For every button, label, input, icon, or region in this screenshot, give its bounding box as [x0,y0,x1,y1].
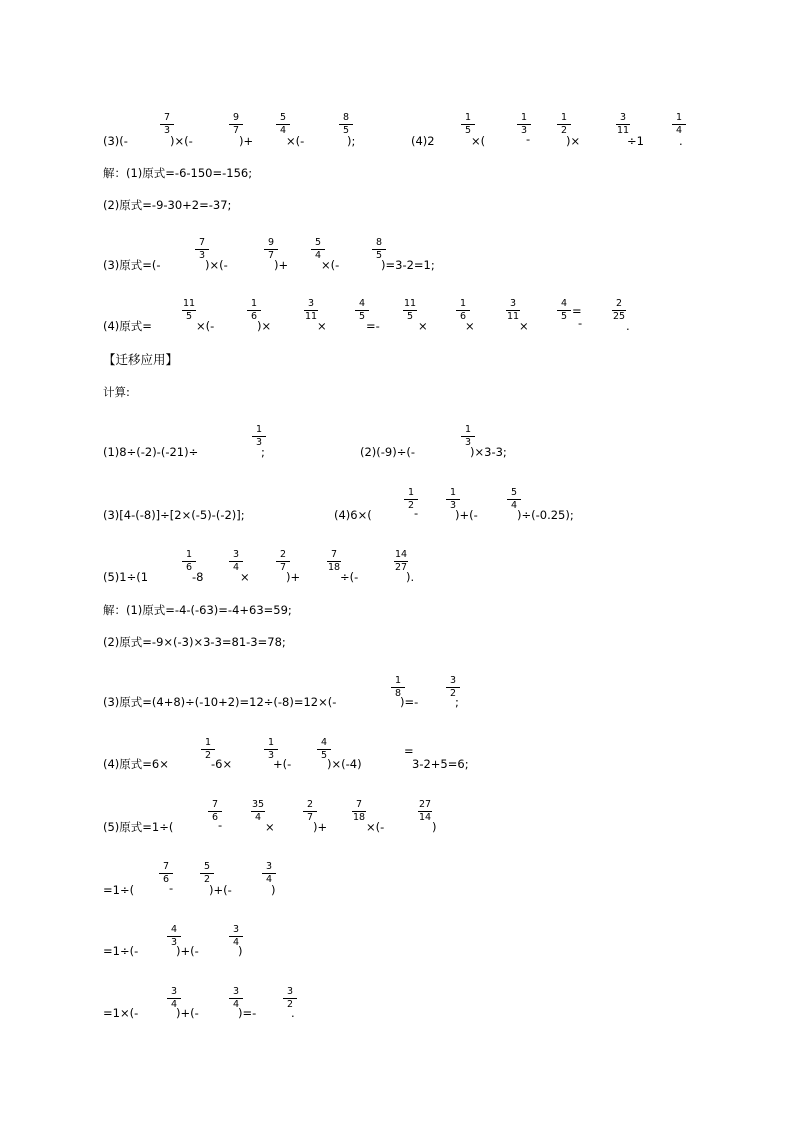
text: - [414,506,419,520]
text: )+ [239,134,254,148]
text: )=- [238,1006,257,1020]
text: × [317,319,327,333]
fraction [339,113,353,135]
fraction [311,238,325,260]
text: ÷(- [340,570,359,584]
answer-2: (2)原式=-9×(-3)×3-3=81-3=78; [103,635,286,649]
den: 2 [560,124,568,136]
fraction [251,800,265,822]
text: ×(- [366,820,385,834]
num: 5 [276,113,290,125]
text: )+(- [176,944,199,958]
text: =1÷( [103,883,135,897]
den: 4 [265,873,273,885]
text: ) [432,820,437,834]
text: )+ [274,258,289,272]
den: 7 [306,811,314,823]
den: 4 [254,811,262,823]
text: )× [566,134,581,148]
den: 18 [352,811,366,823]
text: ; [261,445,265,459]
num: 7 [352,800,366,812]
den: 14 [418,811,432,823]
num: 14 [394,549,408,560]
text: (3)(- [103,134,128,148]
text: )=3-2=1; [381,258,435,272]
answer-1: 解：(1)原式=-4-(-63)=-4+63=59; [103,603,292,617]
text: )×(-4) [327,757,362,771]
num: 2 [276,550,290,562]
fraction [252,425,266,447]
text: )+ [313,820,328,834]
text: ) [271,883,276,897]
text: - [218,818,223,832]
text: = [572,304,582,318]
text: (4)原式=6× [103,757,169,771]
text: × [240,570,250,584]
text: =1×(- [103,1006,139,1020]
den: 4 [232,998,240,1010]
den: 6 [250,310,258,322]
text: - [578,316,583,330]
fraction [507,488,521,510]
den: 2 [203,873,211,885]
fraction [195,238,209,260]
den: 2 [204,749,212,761]
den: 5 [320,749,328,761]
fraction [456,299,470,321]
den: 6 [459,310,467,322]
text: × [418,319,428,333]
text: . [626,319,630,333]
num: 3 [506,299,520,311]
text: )+(- [176,1006,199,1020]
text: (2)(-9)÷(- [360,445,416,459]
num: 3 [167,987,181,999]
num: 1 [404,488,418,500]
num: 1 [557,113,571,125]
num: 3 [283,987,297,999]
den: 3 [520,124,528,136]
num: 5 [507,488,521,500]
text: -6× [211,757,233,771]
num: 7 [160,113,174,125]
fraction [327,550,341,572]
num: 35 [251,799,265,810]
text: ) [238,944,243,958]
den: 4 [232,561,240,573]
den: 4 [510,499,518,511]
text: × [265,820,275,834]
den: 6 [211,811,219,823]
fraction [276,550,290,572]
num: 1 [391,676,405,688]
fraction [182,550,196,572]
fraction [264,238,278,260]
num: 1 [461,425,475,437]
num: 1 [672,113,686,125]
text: )+(- [209,883,232,897]
num: 1 [517,113,531,125]
text: )=- [400,695,419,709]
num: 5 [200,862,214,874]
section-title: 【迁移应用】 [103,352,179,367]
fraction [229,550,243,572]
fraction [557,113,571,135]
text: . [679,134,683,148]
text: . [291,1006,295,1020]
text: = [404,744,414,758]
fraction [672,113,686,135]
den: 27 [394,561,408,573]
fraction [262,862,276,884]
text: (3)原式=(4+8)÷(-10+2)=12÷(-8)=12×(- [103,695,337,709]
num: 4 [355,299,369,311]
text: (1)8÷(-2)-(-21)÷ [103,445,199,459]
num: 3 [229,925,243,937]
den: 5 [358,310,366,322]
text: )×3-3; [470,445,507,459]
den: 4 [170,998,178,1010]
den: 3 [163,124,171,136]
den: 5 [464,124,472,136]
fraction [283,987,297,1009]
text: ×(- [321,258,340,272]
solution-1: 解：(1)原式=-6-150=-156; [103,166,253,180]
num: 9 [229,113,243,125]
text: (4)6×( [334,508,372,522]
fraction [372,238,386,260]
den: 2 [286,998,294,1010]
solution-2: (2)原式=-9-30+2=-37; [103,198,232,212]
num: 4 [557,299,571,311]
fraction [461,425,475,447]
num: 3 [304,299,318,311]
num: 3 [229,550,243,562]
text: =1÷(- [103,944,139,958]
den: 11 [616,124,630,136]
text: )×(- [205,258,228,272]
fraction [160,113,174,135]
den: 4 [279,124,287,136]
den: 5 [375,249,383,261]
num: 3 [229,987,243,999]
num: 1 [252,425,266,437]
fraction [394,550,408,572]
den: 11 [304,310,318,322]
num: 8 [372,238,386,250]
text: )+ [286,570,301,584]
text: (5)原式=1÷( [103,820,174,834]
fraction [229,113,243,135]
den: 8 [394,687,402,699]
fraction [200,862,214,884]
num: 11 [403,298,417,309]
den: 3 [255,436,263,448]
den: 5 [560,310,568,322]
num: 4 [167,925,181,937]
den: 25 [612,310,626,322]
den: 5 [342,124,350,136]
den: 3 [170,936,178,948]
text: ; [455,695,459,709]
text: ). [406,570,415,584]
den: 7 [267,249,275,261]
fraction [616,113,630,135]
text: (4)原式= [103,319,152,333]
den: 5 [406,310,414,322]
den: 4 [314,249,322,261]
text: ); [347,134,356,148]
num: 7 [195,238,209,250]
calc-label: 计算: [103,385,130,399]
fraction [557,299,571,321]
fraction [247,299,261,321]
text: (3)[4-(-8)]÷[2×(-5)-(-2)]; [103,508,245,522]
num: 1 [182,550,196,562]
num: 5 [311,238,325,250]
num: 1 [446,488,460,500]
text: ×(- [196,319,215,333]
num: 7 [208,800,222,812]
fraction [352,800,366,822]
text: (5)1÷(1 [103,570,149,584]
num: 3 [446,676,460,688]
text: 3-2+5=6; [412,757,469,771]
fraction [446,488,460,510]
den: 3 [198,249,206,261]
num: 27 [418,799,432,810]
num: 3 [262,862,276,874]
num: 1 [461,113,475,125]
num: 1 [264,738,278,750]
text: -8 [192,570,204,584]
den: 4 [232,936,240,948]
text: ×(- [286,134,305,148]
num: 1 [247,299,261,311]
fraction [303,800,317,822]
den: 11 [506,310,520,322]
text: × [465,319,475,333]
text: - [169,881,174,895]
text: )+(- [455,508,478,522]
text: (3)原式=(- [103,258,161,272]
fraction [304,299,318,321]
den: 7 [232,124,240,136]
num: 1 [456,299,470,311]
text: )÷(-0.25); [517,508,574,522]
num: 7 [327,550,341,562]
den: 5 [185,310,193,322]
den: 2 [407,499,415,511]
den: 2 [449,687,457,699]
num: 2 [303,800,317,812]
den: 3 [449,499,457,511]
num: 9 [264,238,278,250]
num: 8 [339,113,353,125]
text: ÷1 [627,134,644,148]
fraction [506,299,520,321]
text: =- [366,319,380,333]
text: (4)2 [411,134,435,148]
text: )× [257,319,272,333]
text: - [526,132,531,146]
fraction [612,299,626,321]
den: 18 [327,561,341,573]
num: 2 [612,299,626,311]
text: +(- [273,757,292,771]
den: 7 [279,561,287,573]
fraction [461,113,475,135]
text: )×(- [170,134,193,148]
den: 3 [267,749,275,761]
fraction [403,299,417,321]
num: 4 [317,738,331,750]
den: 6 [185,561,193,573]
num: 7 [159,862,173,874]
den: 6 [162,873,170,885]
fraction [418,800,432,822]
fraction [355,299,369,321]
fraction [276,113,290,135]
den: 4 [675,124,683,136]
text: ×( [471,134,486,148]
num: 1 [201,738,215,750]
num: 3 [616,113,630,125]
fraction [182,299,196,321]
den: 3 [464,436,472,448]
text: × [519,319,529,333]
num: 11 [182,298,196,309]
